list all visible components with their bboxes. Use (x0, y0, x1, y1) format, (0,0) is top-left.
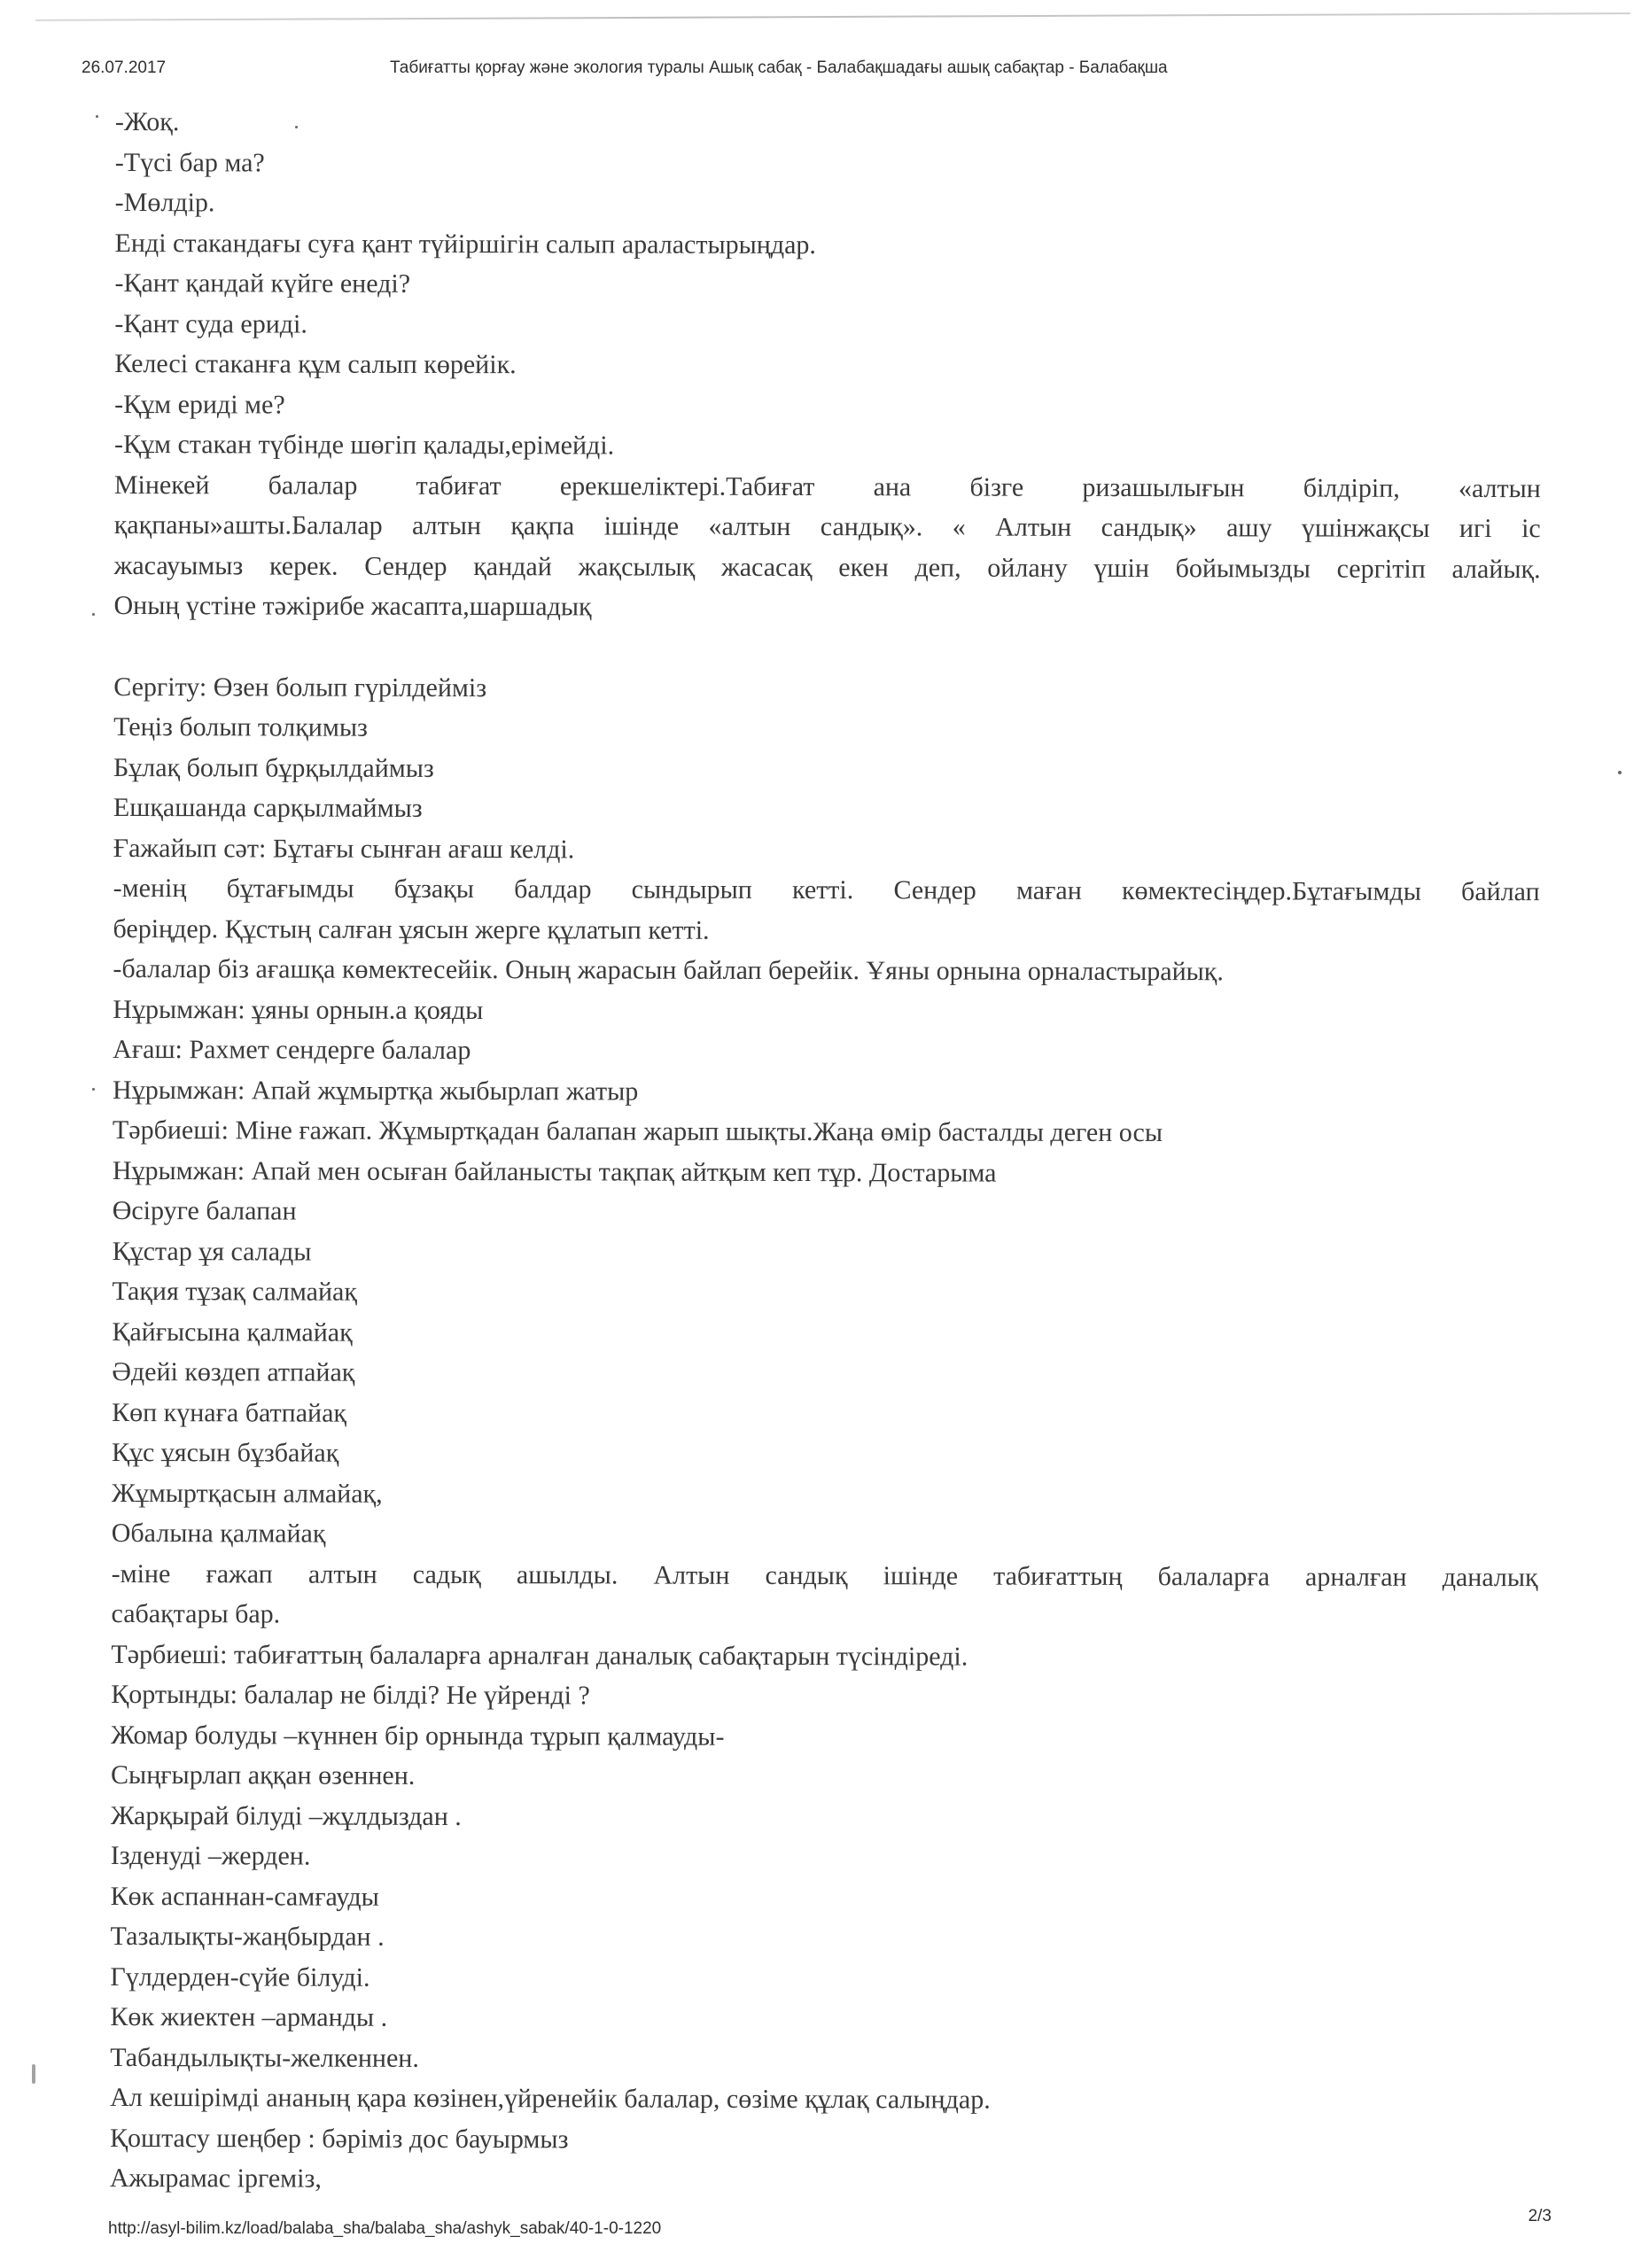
text-line: -Түсі бар ма? (114, 147, 265, 177)
text-line: -Қант қандай күйге енеді? (114, 268, 411, 299)
text-line: Сергіту: Өзен болып гүрілдейміз (113, 672, 487, 703)
text-line: Нұрымжан: Апай жұмыртқа жыбырлап жатыр (113, 1075, 639, 1107)
text-line: Әдейі көздеп атпайақ (112, 1356, 355, 1387)
scan-speck (92, 1088, 95, 1091)
page-header (82, 55, 1596, 82)
scan-edge (35, 12, 1630, 21)
text-line: Тазалықты-жаңбырдан . (110, 1921, 385, 1952)
text-line: Қайғысына қалмайақ (112, 1317, 353, 1348)
text-line: Ешқашанда сарқылмаймыз (113, 792, 423, 823)
print-date: 26.07.2017 (82, 58, 167, 77)
scan-speck (295, 126, 298, 128)
text-line: Ғажайып сәт: Бұтағы сынған ағаш келді. (113, 833, 575, 864)
paragraph-gap (113, 625, 1540, 670)
text-line: Тәрбиеші: Міне ғажап. Жұмыртқадан балапан жарып шықты.Жаңа өмір басталды деген осы (112, 1115, 1163, 1148)
text-line: Нұрымжан: Апай мен осыған байланысты тақпақ айтқым кеп тұр. Достарыма (112, 1155, 997, 1188)
scan-speck (32, 2064, 35, 2084)
text-line: Тақия тұзақ салмайақ (112, 1276, 357, 1307)
document-body (110, 102, 1542, 2202)
text-line: -міне ғажап алтын садық ашылды. Алтын сандық ішінде табиғаттың балаларға арналған даналық (111, 1558, 1538, 1592)
text-line: Оның үстіне тәжірибе жасапта,шаршадық (113, 590, 592, 622)
scan-speck (92, 613, 95, 616)
text-line: Сыңғырлап аққан өзеннен. (111, 1759, 416, 1790)
page-title: Табиғатты қорғау және экология туралы Ашық сабақ - Балабақшадағы ашық сабақтар - Балабақша (390, 58, 1168, 77)
text-line: Ал кешірімді ананың қара көзінен,үйренейік балалар, сөзіме құлақ салыңдар. (110, 2082, 991, 2115)
text-line: Обалына қалмайақ (111, 1518, 326, 1549)
text-line: Келесі стаканға құм салып көрейік. (114, 348, 517, 380)
text-line: -Құм стакан түбінде шөгіп қалады,ерімейді. (113, 429, 615, 461)
text-line: Мінекей балалар табиғат ерекшеліктері.Табиғат ана бізге ризашылығын білдіріп, «алтын (113, 470, 1541, 503)
text-line: Құстар ұя салады (112, 1236, 312, 1267)
text-line: -Мөлдір. (114, 187, 215, 218)
text-line: Табандылықты-желкеннен. (110, 2042, 419, 2073)
text-line: -балалар біз ағашқа көмектесейік. Оның жарасын байлап берейік. Ұяны орнына орналастырайық. (113, 953, 1224, 987)
text-line: Жұмыртқасын алмайақ, (111, 1478, 383, 1509)
text-line: Нұрымжан: ұяны орнын.а қояды (113, 994, 484, 1025)
scan-speck (96, 115, 98, 118)
text-line: беріңдер. Құстың салған ұясын жерге құлатып кетті. (113, 913, 710, 945)
text-line: Жарқырай білуді –жұлдыздан . (110, 1800, 462, 1831)
scan-speck (1618, 771, 1622, 774)
text-line: -Қант суда ериді. (114, 308, 307, 339)
text-line: -менің бұтағымды бұзақы балдар сындырып кетті. Сендер маған көмектесіңдер.Бұтағымды байлап (113, 873, 1540, 907)
text-line: Бұлақ болып бұрқылдаймыз (113, 752, 434, 783)
text-line: Ізденуді –жерден. (110, 1840, 311, 1871)
source-url: http://asyl-bilim.kz/load/balaba_sha/balaba_sha/ashyk_sabak/40-1-0-1220 (108, 2219, 662, 2238)
text-line: Қоштасу шеңбер : бәріміз дос бауырмыз (109, 2123, 569, 2154)
text-line: сабақтары бар. (111, 1598, 281, 1629)
text-line: Құс ұясын бұзбайақ (111, 1437, 339, 1468)
text-line: Ағаш: Рахмет сендерге балалар (113, 1034, 471, 1066)
text-line: -Құм ериді ме? (114, 389, 285, 420)
text-line: Көк жиектен –арманды . (110, 2001, 388, 2032)
text-line: Теңіз болып толқимыз (113, 711, 368, 742)
text-line: Қортынды: балалар не білді? Не үйренді ? (111, 1679, 590, 1711)
text-line: Өсіруге балапан (112, 1195, 297, 1226)
text-line: Тәрбиеші: табиғаттың балаларға арналған даналық сабақтарын түсіндіреді. (111, 1639, 968, 1672)
text-line: жасауымыз керек. Сендер қандай жақсылық жасасақ екен деп, ойлану үшін бойымызды сергітіп алайық. (113, 550, 1541, 584)
page-number: 2/3 (1528, 2207, 1552, 2225)
text-line: қақпаны»ашты.Балалар алтын қақпа ішінде «алтын сандық». « Алтын сандық» ашу үшінжақсы игі іс (113, 509, 1541, 544)
text-line: -Жоқ. (114, 106, 180, 137)
text-line: Көп күнаға батпайақ (112, 1397, 347, 1428)
text-line: Енді стакандағы суға қант түйіршігін салып араластырыңдар. (114, 228, 816, 260)
text-line: Гүлдерден-сүйе білуді. (110, 1961, 370, 1992)
text-line: Ажырамас іргеміз, (109, 2163, 322, 2194)
text-line: Жомар болуды –күннен бір орнында тұрып қалмауды- (111, 1720, 725, 1751)
text-line: Көк аспаннан-самғауды (110, 1881, 379, 1912)
